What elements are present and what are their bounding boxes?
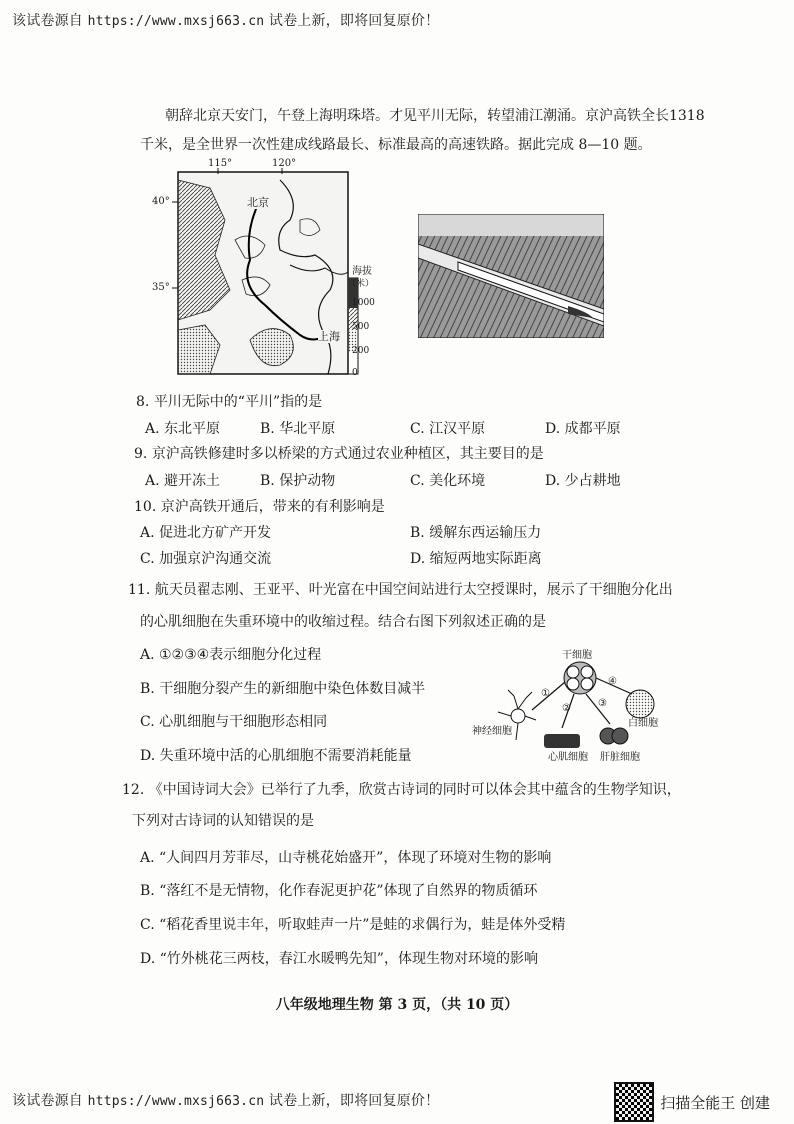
q10-option-d[interactable]: D. 缩短两地实际距离 — [410, 551, 542, 567]
q9-option-c[interactable]: C. 美化环境 — [410, 473, 486, 489]
banner-url-bottom[interactable]: https://www.mxsj663.cn — [87, 1094, 265, 1109]
intro-line-2: 千米，是全世界一次性建成线路最长、标准最高的高速铁路。据此完成 8—10 题。 — [140, 137, 652, 153]
lat-35-label: 35° — [152, 282, 170, 293]
lon-120-label: 120° — [272, 158, 297, 169]
q10-option-b[interactable]: B. 缓解东西运输压力 — [410, 525, 542, 541]
legend-0: 0 — [352, 368, 358, 378]
banner-prefix-bottom: 该试卷源自 — [12, 1093, 83, 1109]
q8-option-c[interactable]: C. 江汉平原 — [410, 421, 486, 437]
q12-option-c[interactable]: C. “稻花香里说丰年，听取蛙声一片”是蛙的求偶行为，蛙是体外受精 — [140, 917, 566, 933]
legend-title: 海拔 — [352, 266, 372, 277]
q9-stem: 9. 京沪高铁修建时多以桥梁的方式通过农业种植区，其主要目的是 — [134, 446, 544, 462]
arrow-2-label: ② — [562, 703, 571, 714]
q11-option-d[interactable]: D. 失重环境中活的心肌细胞不需要消耗能量 — [140, 748, 412, 764]
stem-cell-label: 干细胞 — [562, 650, 592, 661]
legend-500: 500 — [352, 322, 370, 332]
legend-200: 200 — [352, 346, 370, 356]
banner-suffix-bottom: 试卷上新，即将回复原价！ — [268, 1093, 440, 1109]
scanner-label: 扫描全能王 创建 — [660, 1093, 770, 1112]
q9-option-a[interactable]: A. 避开冻土 — [145, 473, 221, 489]
q10-option-c[interactable]: C. 加强京沪沟通交流 — [140, 551, 272, 567]
legend-unit: （米） — [347, 279, 375, 289]
lat-40-label: 40° — [152, 196, 170, 207]
banner-prefix: 该试卷源自 — [12, 13, 83, 29]
q11-stem-line-1: 11. 航天员翟志刚、王亚平、叶光富在中国空间站进行太空授课时，展示了干细胞分化出 — [128, 582, 673, 598]
arrow-4-label: ④ — [608, 676, 617, 687]
q8-option-b[interactable]: B. 华北平原 — [260, 421, 336, 437]
scanner-watermark — [614, 1082, 770, 1122]
q11-option-c[interactable]: C. 心肌细胞与干细胞形态相同 — [140, 714, 328, 730]
lon-115-label: 115° — [208, 158, 233, 169]
q8-stem: 8. 平川无际中的“平川”指的是 — [136, 394, 323, 410]
intro-line-1: 朝辞北京天安门，午登上海明珠塔。才见平川无际，转望浦江潮涌。京沪高铁全长1318 — [165, 108, 705, 124]
cardiac-label: 心肌细胞 — [548, 752, 588, 763]
q11-option-a[interactable]: A. ①②③④表示细胞分化过程 — [140, 647, 322, 663]
banner-url[interactable]: https://www.mxsj663.cn — [87, 14, 265, 29]
neuron-label: 神经细胞 — [472, 726, 512, 737]
q12-option-d[interactable]: D. “竹外桃花三两枝，春江水暖鸭先知”，体现生物对环境的影响 — [140, 951, 538, 967]
q10-option-a[interactable]: A. 促进北方矿产开发 — [140, 525, 272, 541]
high-speed-train-photo — [418, 214, 604, 338]
q9-option-b[interactable]: B. 保护动物 — [260, 473, 336, 489]
q11-option-b[interactable]: B. 干细胞分裂产生的新细胞中染色体数目减半 — [140, 681, 426, 697]
top-source-banner — [12, 10, 439, 30]
arrow-3-label: ③ — [598, 698, 607, 709]
q12-option-b[interactable]: B. “落红不是无情物，化作春泥更护花”体现了自然界的物质循环 — [140, 883, 538, 899]
q11-stem-line-2: 的心肌细胞在失重环境中的收缩过程。结合右图下列叙述正确的是 — [140, 614, 546, 630]
q12-stem-line-2: 下列对古诗词的认知错误的是 — [132, 813, 314, 829]
qr-code-icon — [614, 1082, 654, 1122]
q12-stem-line-1: 12. 《中国诗词大会》已举行了九季，欣赏古诗词的同时可以体会其中蕴含的生物学知识， — [122, 782, 681, 798]
bottom-source-banner — [12, 1090, 439, 1110]
jinghu-railway-map — [150, 160, 360, 380]
city-shanghai-label: 上海 — [318, 330, 340, 343]
legend-1000: 1000 — [352, 298, 375, 308]
q12-option-a[interactable]: A. “人间四月芳菲尽，山寺桃花始盛开”，体现了环境对生物的影响 — [140, 850, 552, 866]
city-beijing-label: 北京 — [247, 196, 269, 209]
liver-label: 肝脏细胞 — [600, 752, 640, 763]
wbc-label: 白细胞 — [628, 718, 658, 729]
banner-suffix: 试卷上新，即将回复原价！ — [268, 13, 440, 29]
stem-cell-cluster — [564, 662, 596, 694]
page-footer: 八年级地理生物 第 3 页，（共 10 页） — [275, 997, 519, 1013]
q10-stem: 10. 京沪高铁开通后，带来的有利影响是 — [134, 499, 385, 515]
q8-option-d[interactable]: D. 成都平原 — [545, 421, 621, 437]
q8-option-a[interactable]: A. 东北平原 — [145, 421, 221, 437]
q9-option-d[interactable]: D. 少占耕地 — [545, 473, 621, 489]
arrow-1-label: ① — [541, 688, 550, 699]
